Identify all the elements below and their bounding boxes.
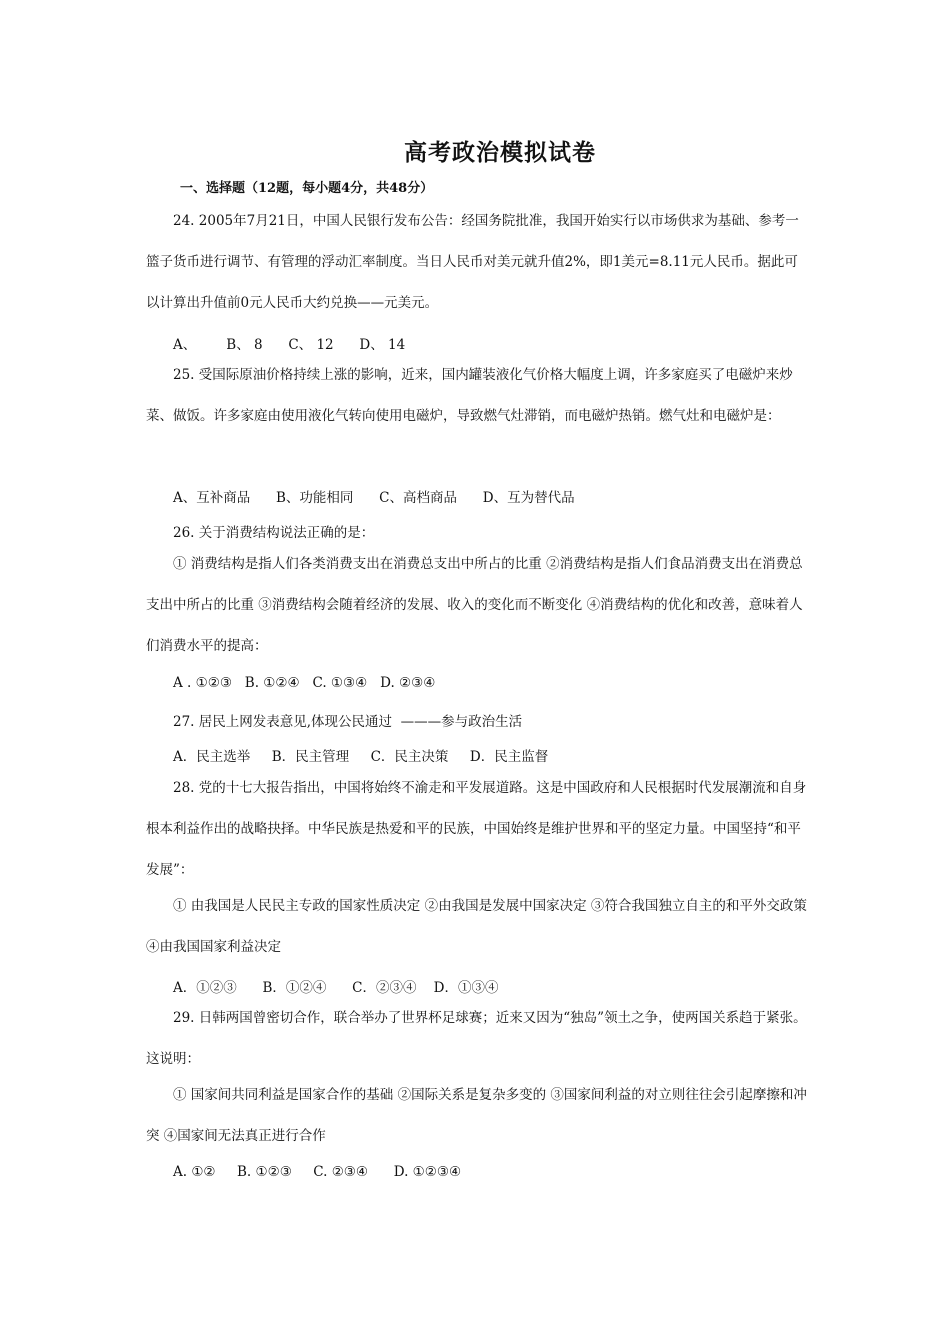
question-26-stem: 26. 关于消费结构说法正确的是： [173,525,375,541]
question-26-options: A . ①②③ B. ①②④ C. ①③④ D. ②③④ [173,675,436,691]
question-24-options: A、 B、 8 C、 12 D、 14 [173,337,406,353]
question-text: 29. 日韩两国曾密切合作，联合举办了世界杯足球赛；近来又因为“独岛”领土之争，使两国关系趋于紧张。这说明： [146,1010,807,1067]
statement-text: ① 消费结构是指人们各类消费支出在消费总支出中所占的比重 ②消费结构是指人们食品消费支出在消费总支出中所占的比重 ③消费结构会随着经济的发展、收入的变化而不断变化 ④消费结构的优化和改善，意味着人们消费水平的提高： [146,556,803,654]
question-28-stem [146,768,810,891]
section-heading: 一、选择题（12题，每小题4分，共48分） [180,181,434,196]
statement-text: ① 由我国是人民民主专政的国家性质决定 ②由我国是发展中国家决定 ③符合我国独立自主的和平外交政策 ④由我国国家利益决定 [146,898,807,955]
question-text: 28. 党的十七大报告指出，中国将始终不渝走和平发展道路。这是中国政府和人民根据时代发展潮流和自身根本利益作出的战略抉择。中华民族是热爱和平的民族，中国始终是维护世界和平的坚定力量。中国坚持“和平发展”： [146,780,807,878]
statement-text: ① 国家间共同利益是国家合作的基础 ②国际关系是复杂多变的 ③国家间利益的对立则往往会引起摩擦和冲突 ④国家间无法真正进行合作 [146,1087,807,1144]
question-26-statements [146,544,810,667]
question-text: 25. 受国际原油价格持续上涨的影响，近来，国内罐装液化气价格大幅度上调，许多家庭买了电磁炉来炒菜、做饭。许多家庭由使用液化气转向使用电磁炉，导致燃气灶滞销，而电磁炉热销。燃气灶和电磁炉是： [146,367,793,424]
question-text: 24. 2005年7月21日，中国人民银行发布公告：经国务院批准，我国开始实行以市场供求为基础、参考一篮子货币进行调节、有管理的浮动汇率制度。当日人民币对美元就升值2%，即1美元=8.11元人民币。据此可以计算出升值前0元人民币大约兑换——元美元。 [146,213,799,311]
question-29-statements [146,1075,810,1157]
question-25-stem [146,355,810,437]
question-29-stem [146,998,810,1080]
question-29-options: A. ①② B. ①②③ C. ②③④ D. ①②③④ [173,1164,462,1180]
question-25-options: A、互补商品 B、功能相同 C、高档商品 D、互为替代品 [173,490,575,506]
question-27-options: A．民主选举 B．民主管理 C．民主决策 D．民主监督 [173,749,549,765]
exam-title: 高考政治模拟试卷 [404,139,596,166]
question-28-options: A．①②③ B．①②④ C．②③④ D．①③④ [173,980,499,996]
question-28-statements [146,886,810,968]
question-27-stem: 27. 居民上网发表意见,体现公民通过 ———参与政治生活 [173,714,523,730]
question-24-stem [146,201,810,324]
